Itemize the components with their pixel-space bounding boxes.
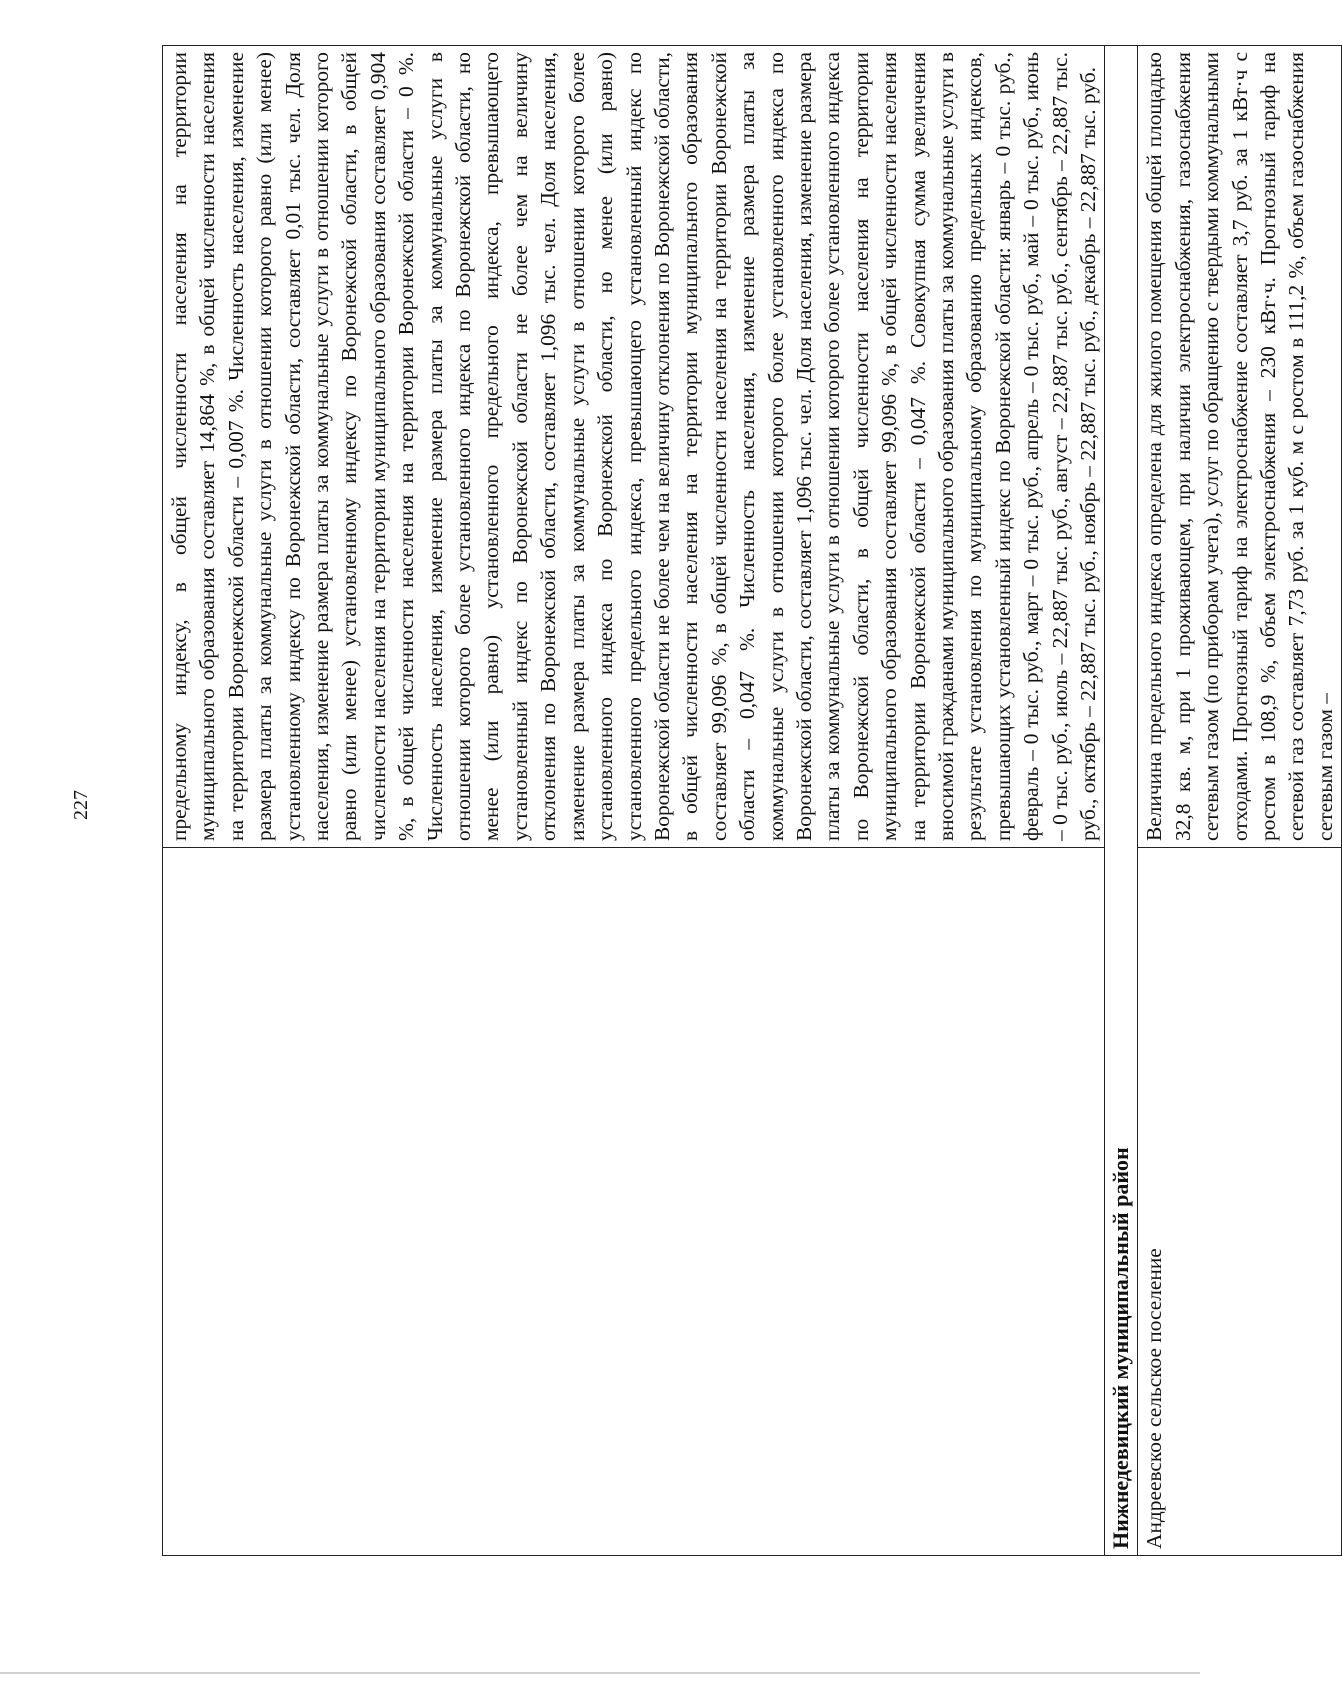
district-heading: Нижнедевицкий муниципальный район	[1105, 46, 1138, 1556]
table-row-settlement	[1138, 46, 1342, 1556]
settlement-text: Величина предельного индекса определена для жилого помещения общей площадью 32,8 кв. м, при 1 проживающем, при наличии электроснабжения, газоснабжения сетевым газом (по приборам учета), услуг по обращению с твердыми коммунальными отходами. Прогнозный тариф на электроснабжение составляет 3,7 руб. за 1 кВт·ч с ростом в 108,9 %, объем электроснабжения – 230 кВт·ч. Прогнозный тариф на сетевой газ составляет 7,73 руб. за 1 куб. м с ростом в 111,2 %, объем газоснабжения сетевым газом –	[1142, 52, 1337, 841]
empty-name-cell	[163, 848, 1105, 1556]
rotated-table-container	[162, 46, 1337, 1556]
settlement-name: Андреевское сельское поселение	[1138, 848, 1342, 1556]
page-number: 227	[70, 790, 92, 820]
table-row-continuation	[163, 46, 1105, 1556]
table-row-district	[1105, 46, 1138, 1556]
scan-edge-line	[0, 1672, 1200, 1674]
continuation-cell	[163, 46, 1105, 848]
settlement-text-cell	[1138, 46, 1342, 848]
continuation-text: предельному индексу, в общей численности населения на территории муниципального образования составляет 14,864 %, в общей численности населения на территории Воронежской области – 0,007 %. Численность населения, изменение размера платы за коммунальные услуги в отношении которого равно (или менее) установленному индексу по Воронежской области, составляет 0,01 тыс. чел. Доля населения, изменение размера платы за коммунальные услуги в отношении которого равно (или менее) установленному индексу по Воронежской области, в общей численности населения на территории муниципального образования составляет 0,904 %, в общей численности населения на территории Воронежской области – 0 %. Численность населения, изменение размера платы за коммунальные услуги в отношении которого более установленного индекса по Воронежской области, но менее (или равно) установленного предельного индекса, превышающего установленный индекс по Воронежской области не более чем на величину отклонения по Воронежской области, составляет 1,096 тыс. чел. Доля населения, изменение размера платы за коммунальные услуги в отношении которого более установленного индекса по Воронежской области, но менее (или равно) установленного предельного индекса, превышающего установленный индекс по Воронежской области не более чем на величину отклонения по Воронежской области, в общей численности населения на территории муниципального образования составляет 99,096 %, в общей численности населения на территории Воронежской области – 0,047 %. Численность населения, изменение размера платы за коммунальные услуги в отношении которого более установленного индекса по Воронежской области, составляет 1,096 тыс. чел. Доля населения, изменение размера платы за коммунальные услуги в отношении которого более установленного индекса по Воронежской области, в общей численности населения на территории муниципального образования составляет 99,096 %, в общей численности населения на территории Воронежской области – 0,047 %. Совокупная сумма увеличения вносимой гражданами муниципального образования платы за коммунальные услуги в результате установления по муниципальному образованию предельных индексов, превышающих установленный индекс по Воронежской области: январь – 0 тыс. руб., февраль – 0 тыс. руб., март – 0 тыс. руб., апрель – 0 тыс. руб., май – 0 тыс. руб., июнь – 0 тыс. руб., июль – 22,887 тыс. руб., август – 22,887 тыс. руб., сентябрь – 22,887 тыс. руб., октябрь – 22,887 тыс. руб., ноябрь – 22,887 тыс. руб., декабрь – 22,887 тыс. руб.	[167, 52, 1100, 841]
data-table	[162, 45, 1342, 1556]
